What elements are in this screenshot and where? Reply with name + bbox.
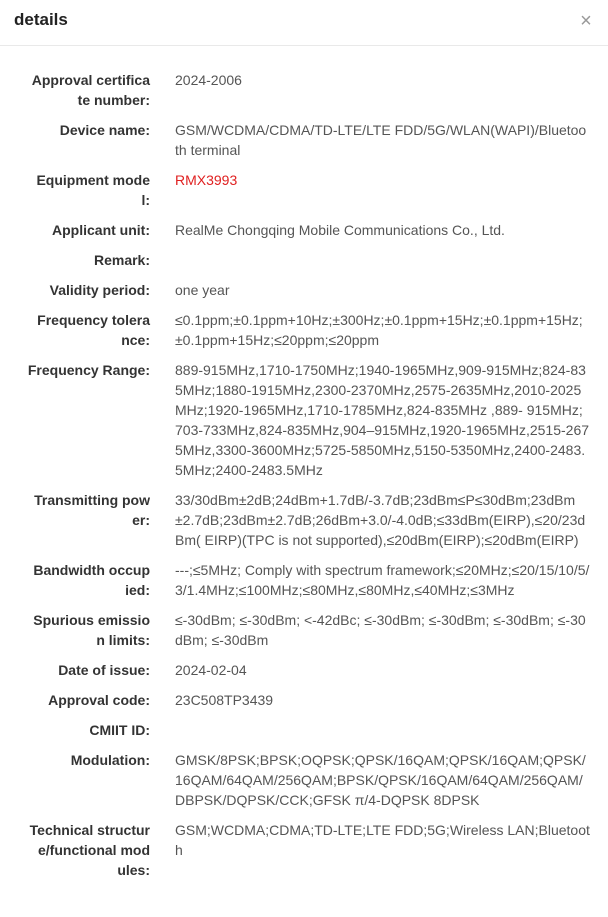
detail-value [175, 250, 590, 270]
detail-value: ---;≤5MHz; Comply with spectrum framework;≤20MHz;≤20/15/10/5/3/1.4MHz;≤100MHz;≤80MHz,≤80MHz,≤40MHz;≤3MHz [175, 562, 590, 598]
detail-value: GSM;WCDMA;CDMA;TD-LTE;LTE FDD;5G;Wireless LAN;Bluetooth [175, 822, 590, 858]
detail-label: Approval certifica te number: [31, 72, 150, 108]
detail-label: Device name: [59, 122, 150, 138]
detail-value: GSM/WCDMA/CDMA/TD-LTE/LTE FDD/5G/WLAN(WAPI)/Bluetooth terminal [175, 122, 587, 158]
detail-label: Frequency tolera nce: [37, 312, 150, 348]
detail-label: Frequency Range: [27, 362, 150, 378]
detail-value: 2024-2006 [175, 72, 242, 88]
detail-row-transmitting-power [0, 490, 608, 550]
detail-row-technical-structure [0, 820, 608, 880]
detail-value: one year [175, 282, 230, 298]
detail-row-frequency-tolerance [0, 310, 608, 350]
detail-row-date-of-issue [0, 660, 608, 680]
dialog-header [0, 0, 608, 46]
detail-label: Technical structur e/functional mod ules: [29, 822, 150, 878]
detail-label: CMIIT ID: [89, 722, 150, 738]
details-list [0, 46, 608, 880]
detail-value: GMSK/8PSK;BPSK;OQPSK;QPSK/16QAM;QPSK/16QAM;QPSK/16QAM/64QAM/256QAM;BPSK/QPSK/16QAM/64QAM/256QAM/DBPSK/DQPSK/CCK;GFSK π/4-DQPSK 8DPSK [175, 752, 586, 808]
detail-label: Bandwidth occup ied: [33, 562, 150, 598]
detail-row-equipment-model [0, 170, 608, 210]
detail-row-remark [0, 250, 608, 270]
detail-value: 23C508TP3439 [175, 692, 274, 708]
detail-value: 889-915MHz,1710-1750MHz;1940-1965MHz,909-915MHz;824-835MHz;1880-1915MHz,2300-2370MHz,2575-2635MHz,2010-2025MHz;1920-1965MHz,1710-1785MHz,824-835MHz ,889- 915MHz;703-733MHz,824-835MHz,904–915MHz,1920-1965MHz,2515-2675MHz,3300-3600MHz;5725-5850MHz,5150-5350MHz,2400-2483.5MHz;2400-2483.5MHz [175, 362, 590, 478]
detail-row-applicant-unit [0, 220, 608, 240]
detail-value: 33/30dBm±2dB;24dBm+1.7dB/-3.7dB;23dBm≤P≤30dBm;23dBm±2.7dB;23dBm±2.7dB;26dBm+3.0/-4.0dB;≤33dBm(EIRP),≤20/23dBm( EIRP)(TPC is not supported),≤20dBm(EIRP);≤20dBm(EIRP) [175, 492, 586, 548]
detail-value [175, 720, 590, 740]
detail-row-modulation [0, 750, 608, 810]
detail-label: Date of issue: [58, 662, 150, 678]
dialog-title: details [14, 10, 68, 29]
detail-row-frequency-range [0, 360, 608, 480]
detail-value: RealMe Chongqing Mobile Communications Co., Ltd. [175, 222, 505, 238]
detail-row-approval-code [0, 690, 608, 710]
detail-label: Spurious emissio n limits: [33, 612, 150, 648]
detail-value: ≤0.1ppm;±0.1ppm+10Hz;±300Hz;±0.1ppm+15Hz;±0.1ppm+15Hz;±0.1ppm+15Hz;≤20ppm;≤20ppm [175, 312, 583, 348]
detail-label: Transmitting pow er: [34, 492, 150, 528]
detail-row-approval-certificate-number [0, 70, 608, 110]
detail-value: 2024-02-04 [175, 662, 247, 678]
detail-label: Modulation: [70, 752, 150, 768]
detail-row-cmiit-id [0, 720, 608, 740]
detail-row-bandwidth-occupied [0, 560, 608, 600]
detail-label: Equipment mode l: [36, 172, 150, 208]
detail-label: Approval code: [48, 692, 150, 708]
detail-label: Applicant unit: [52, 222, 150, 238]
detail-row-device-name [0, 120, 608, 160]
detail-label: Validity period: [49, 282, 150, 298]
close-icon[interactable]: × [580, 10, 592, 32]
detail-value: ≤-30dBm; ≤-30dBm; <-42dBc; ≤-30dBm; ≤-30dBm; ≤-30dBm; ≤-30dBm; ≤-30dBm [175, 612, 586, 648]
detail-label: Remark: [93, 252, 150, 268]
detail-value: RMX3993 [175, 172, 238, 188]
detail-row-spurious-emission-limits [0, 610, 608, 650]
detail-row-validity-period [0, 280, 608, 300]
